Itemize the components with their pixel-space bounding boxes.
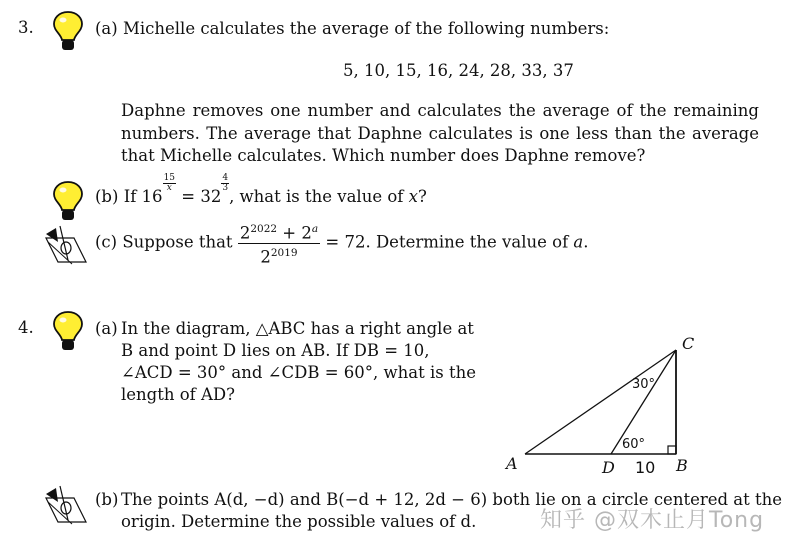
triangle-diagram <box>490 330 710 480</box>
problem-3c <box>95 220 589 266</box>
point-label-a: A <box>506 454 518 473</box>
part-label: (b) <box>95 490 119 509</box>
watermark: 知乎 @双木止月Tong <box>540 508 765 533</box>
variable: a <box>573 232 584 252</box>
point-label-d: D <box>602 458 615 477</box>
lightbulb-icon <box>52 10 84 56</box>
fraction-numerator <box>238 220 320 244</box>
problem-3c-text: Suppose that <box>122 232 233 252</box>
point-label-c: C <box>682 334 695 353</box>
problem-3b-text: If 16 <box>123 187 163 206</box>
exponent-numerator: 4 <box>222 173 229 183</box>
problem-3b <box>95 173 427 208</box>
pencil-diagram-icon <box>44 484 88 532</box>
variable: x <box>408 187 418 206</box>
problem-3c-text: = 72. Determine the value of <box>320 232 574 252</box>
pencil-diagram-icon <box>44 224 88 272</box>
problem-4a-body <box>121 318 477 406</box>
exponent-denominator: x <box>166 183 172 193</box>
segment-label-db: 10 <box>635 458 656 477</box>
lightbulb-icon <box>52 180 84 226</box>
problem-4b-line: origin. Determine the possible values of d. <box>121 512 477 531</box>
exponent-denominator: 3 <box>222 183 229 193</box>
problem-4a-line: In the diagram, △ABC has a right angle at <box>121 319 474 338</box>
problem-4b-line: The points A(d, −d) and B(−d + 12, 2d − 6) both lie on a circle centered at the <box>121 490 783 509</box>
point-label-b: B <box>676 456 688 475</box>
base: 2 <box>239 223 251 243</box>
exponent: a <box>311 223 319 235</box>
fraction <box>238 220 320 266</box>
problem-number-3: 3. <box>18 18 34 37</box>
problem-3a-body: Daphne removes one number and calculates the average of the remaining numbers. The average that Daphne calculates is one less than the average that Michelle calculates. Which number does Daphne remove? <box>121 101 759 165</box>
base: 2 <box>260 247 271 266</box>
part-label: (b) <box>95 187 119 206</box>
exponent: 2019 <box>270 246 298 259</box>
lightbulb-icon <box>52 310 84 356</box>
problem-3a-intro: Michelle calculates the average of the following numbers: <box>122 19 610 38</box>
fraction-denominator <box>238 244 320 267</box>
exponent-numerator: 15 <box>163 173 176 183</box>
part-label: (a) <box>95 319 118 338</box>
problem-3b-text: = 32 <box>176 187 222 206</box>
exponent-fraction-1 <box>163 174 176 193</box>
problem-number-4: 4. <box>18 318 34 337</box>
part-label: (c) <box>95 232 118 252</box>
angle-label-acd: 30° <box>632 377 656 392</box>
angle-label-cdb: 60° <box>622 437 646 452</box>
problem-4a-line: B and point D lies on AB. If DB = 10, <box>121 341 430 360</box>
part-label: (a) <box>95 19 118 38</box>
problem-3a <box>95 18 609 40</box>
problem-4a-line: length of AD? <box>121 385 236 404</box>
exponent: 2022 <box>250 223 278 235</box>
exponent-fraction-2 <box>221 174 229 193</box>
problem-4a-line: ∠ACD = 30° and ∠CDB = 60°, what is the <box>121 363 476 382</box>
problem-3b-text: , what is the value of <box>229 187 409 206</box>
plus-term: + 2 <box>277 223 312 243</box>
punctuation: . <box>583 232 589 252</box>
number-list: 5, 10, 15, 16, 24, 28, 33, 37 <box>343 61 574 80</box>
punctuation: ? <box>417 187 427 206</box>
